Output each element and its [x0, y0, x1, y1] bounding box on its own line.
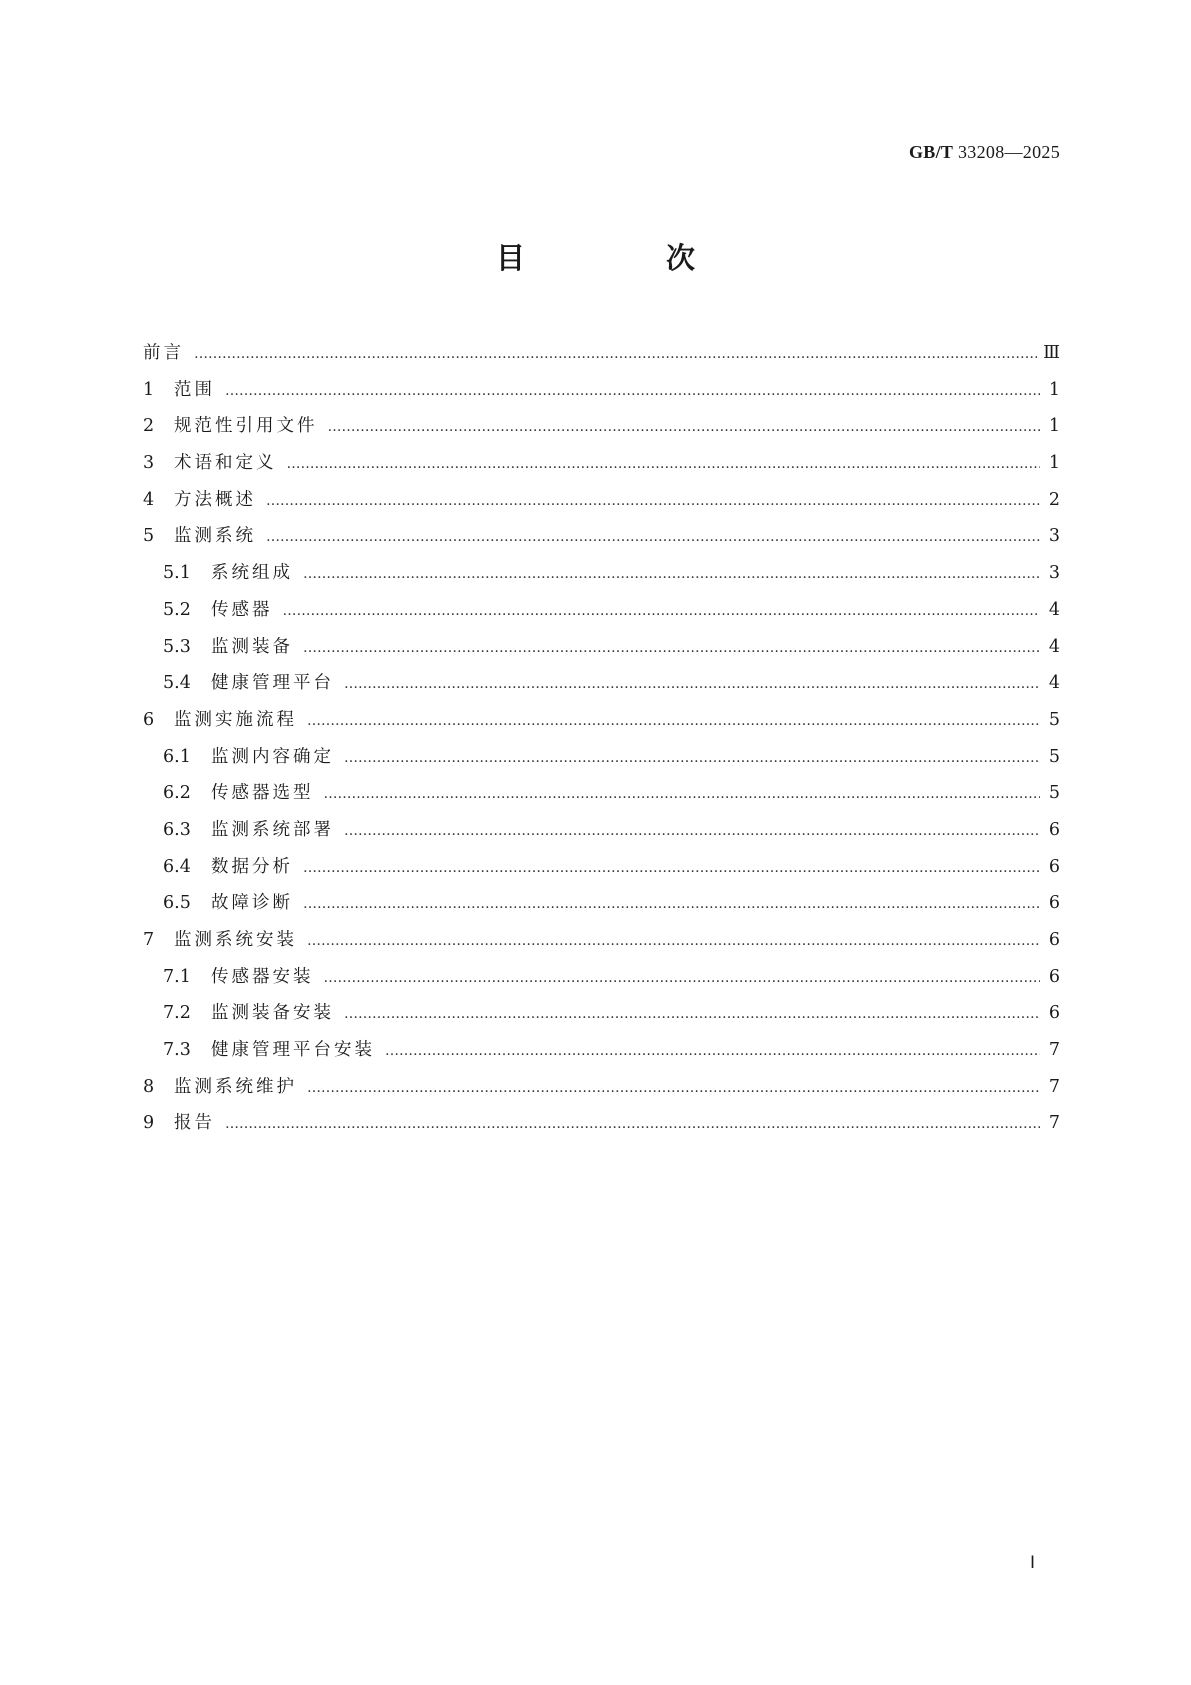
standard-prefix: GB/T: [908, 142, 954, 162]
toc-entry[interactable]: [143, 1109, 1060, 1146]
toc-entry[interactable]: [143, 449, 1060, 486]
toc-entry-title: 监测内容确定: [211, 746, 334, 767]
toc-entry-title: 规范性引用文件: [174, 416, 318, 437]
toc-entry-number: 5.3: [163, 636, 191, 657]
toc-leader-dots: [194, 346, 1037, 362]
toc-entry[interactable]: [143, 559, 1060, 596]
toc-entry-title: 监测系统: [174, 526, 256, 547]
toc-entry-number: 5.1: [163, 563, 191, 584]
toc-entry-page: 7: [1048, 1113, 1060, 1134]
toc-entry[interactable]: [143, 963, 1060, 1000]
toc-entry[interactable]: [143, 412, 1060, 449]
toc-entry-title: 监测系统安装: [174, 930, 297, 950]
toc-leader-dots: [324, 786, 1041, 802]
toc-leader-dots: [287, 456, 1041, 472]
toc-entry-title: 监测装备: [211, 636, 293, 657]
toc-leader-dots: [307, 933, 1040, 949]
toc-entry-title: 数据分析: [211, 856, 293, 877]
toc-entry[interactable]: [143, 669, 1060, 706]
toc-leader-dots: [303, 566, 1040, 582]
toc-entry-page: 6: [1048, 1003, 1060, 1024]
toc-entry-number: 8: [143, 1076, 155, 1097]
toc-entry-number: 4: [143, 489, 155, 510]
toc-entry[interactable]: [143, 743, 1060, 780]
toc-entry-title: 监测系统部署: [211, 819, 334, 840]
toc-leader-dots: [266, 493, 1040, 509]
toc-leader-dots: [283, 603, 1041, 619]
toc-entry-title: 健康管理平台: [211, 673, 334, 694]
toc-entry-title: 报告: [174, 1113, 215, 1134]
toc-entry-number: 9: [143, 1113, 155, 1134]
toc-entry[interactable]: [143, 706, 1060, 743]
toc-entry[interactable]: [143, 926, 1060, 963]
toc-entry-number: 6.4: [163, 856, 191, 877]
toc-leader-dots: [303, 896, 1040, 912]
toc-entry-title: 方法概述: [174, 489, 256, 510]
toc-entry-page: 5: [1048, 783, 1060, 804]
toc-entry-number: 7.2: [163, 1003, 191, 1024]
toc-entry-title: 传感器选型: [211, 783, 314, 804]
toc-entry-page: 6: [1048, 966, 1060, 987]
toc-entry[interactable]: [143, 339, 1060, 376]
toc-entry[interactable]: [143, 522, 1060, 559]
toc-entry-title: 系统组成: [211, 563, 293, 584]
toc-entry-page: 4: [1048, 636, 1060, 657]
toc-entry[interactable]: [143, 816, 1060, 853]
toc-leader-dots: [307, 1080, 1040, 1096]
toc-leader-dots: [303, 860, 1040, 876]
toc-entry-page: 6: [1048, 856, 1060, 877]
toc-entry-number: 5: [143, 526, 155, 547]
toc-entry-page: 5: [1048, 746, 1060, 767]
toc-leader-dots: [225, 1116, 1040, 1132]
toc-entry-page: 3: [1048, 563, 1060, 584]
standard-number: 33208—2025: [958, 142, 1060, 162]
toc-entry[interactable]: [143, 633, 1060, 670]
toc-entry-number: 3: [143, 453, 155, 474]
toc-entry[interactable]: [143, 376, 1060, 413]
toc-entry-number: 6.1: [163, 746, 191, 767]
page-title: 目 次: [495, 241, 751, 275]
toc-entry-title: 健康管理平台安装: [211, 1040, 375, 1061]
toc-entry-number: 6.5: [163, 893, 191, 914]
toc-leader-dots: [307, 713, 1040, 729]
toc-entry-page: 7: [1048, 1040, 1060, 1061]
toc-entry-number: 5.4: [163, 673, 191, 694]
toc-entry-page: 3: [1048, 526, 1060, 547]
toc-entry-number: 7: [143, 930, 155, 950]
toc-entry-title: 传感器: [211, 599, 273, 620]
toc-entry-page: 5: [1048, 709, 1060, 730]
toc-leader-dots: [344, 1006, 1040, 1022]
toc-entry-title: 监测系统维护: [174, 1076, 297, 1097]
toc-entry-page: 6: [1048, 930, 1060, 950]
toc-entry[interactable]: [143, 596, 1060, 633]
table-of-contents: [143, 339, 1060, 1146]
toc-entry-number: 2: [143, 416, 155, 437]
toc-leader-dots: [328, 419, 1041, 435]
toc-entry-page: 1: [1048, 416, 1060, 437]
toc-entry-number: 5.2: [163, 599, 191, 620]
toc-entry-number: 6.3: [163, 819, 191, 840]
toc-entry-title: 传感器安装: [211, 966, 314, 987]
toc-entry-number: 6.2: [163, 783, 191, 804]
toc-entry[interactable]: [143, 1036, 1060, 1073]
toc-entry-title: 故障诊断: [211, 893, 293, 914]
toc-entry[interactable]: [143, 889, 1060, 926]
toc-entry[interactable]: [143, 853, 1060, 890]
toc-entry-page: 6: [1048, 893, 1060, 914]
toc-entry-title: 范围: [174, 379, 215, 400]
toc-entry-page: 4: [1048, 673, 1060, 694]
toc-entry-page: 1: [1048, 453, 1060, 474]
toc-entry-page: 6: [1048, 819, 1060, 840]
toc-entry-number: 7.3: [163, 1040, 191, 1061]
toc-leader-dots: [385, 1043, 1040, 1059]
toc-entry-page: 4: [1048, 599, 1060, 620]
toc-entry[interactable]: [143, 1073, 1060, 1110]
toc-entry[interactable]: [143, 779, 1060, 816]
toc-entry-number: 6: [143, 709, 155, 730]
toc-leader-dots: [266, 529, 1040, 545]
toc-entry-page: Ⅲ: [1043, 343, 1060, 363]
toc-entry-page: 7: [1048, 1076, 1060, 1097]
standard-code: [909, 142, 1060, 163]
toc-entry[interactable]: [143, 486, 1060, 523]
toc-leader-dots: [225, 383, 1040, 399]
toc-leader-dots: [344, 750, 1040, 766]
toc-leader-dots: [324, 970, 1041, 986]
page-number: Ⅰ: [1030, 1553, 1036, 1572]
toc-leader-dots: [344, 823, 1040, 839]
toc-entry-title: 前言: [143, 343, 184, 363]
toc-entry-number: 7.1: [163, 966, 191, 987]
toc-entry-title: 监测实施流程: [174, 709, 297, 730]
toc-entry[interactable]: [143, 999, 1060, 1036]
toc-entry-title: 监测装备安装: [211, 1003, 334, 1024]
toc-leader-dots: [303, 640, 1040, 656]
toc-entry-title: 术语和定义: [174, 453, 277, 474]
toc-entry-number: 1: [143, 379, 155, 400]
toc-entry-page: 2: [1048, 489, 1060, 510]
toc-entry-page: 1: [1048, 379, 1060, 400]
toc-leader-dots: [344, 676, 1040, 692]
